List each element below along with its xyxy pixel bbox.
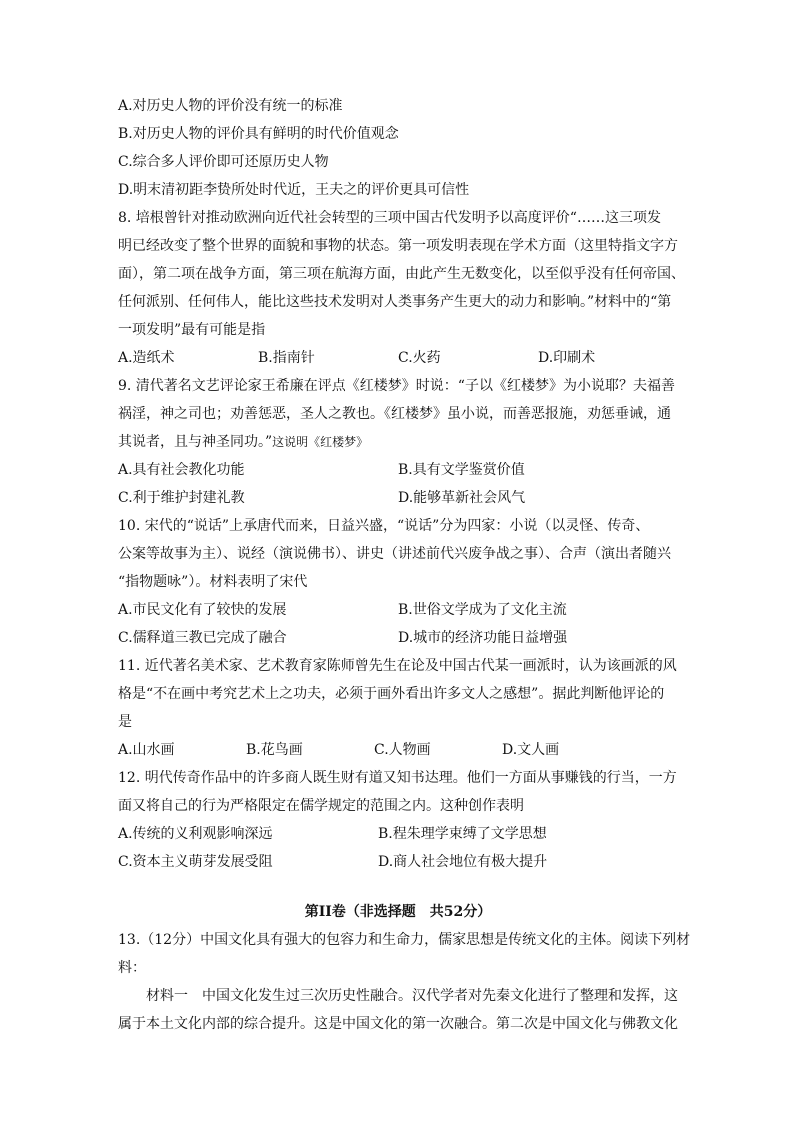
q9-last-line-small: 这说明《红楼梦》 <box>272 435 369 449</box>
q9-option-d: D.能够革新社会风气 <box>398 490 526 506</box>
q9-option-b: B.具有文学鉴赏价值 <box>398 462 525 478</box>
q8-option-c: C.火药 <box>398 350 441 366</box>
q10-text-line: “指物题咏”）。材料表明了宋代 <box>118 574 308 590</box>
q8-option-b: B.指南针 <box>258 350 315 366</box>
q10-options-row-1 <box>118 596 678 624</box>
q13-material-line: 属于本土文化内部的综合提升。这是中国文化的第一次融合。第二次是中国文化与佛教文化 <box>118 1016 678 1032</box>
q9-option-a: A.具有社会教化功能 <box>118 462 245 478</box>
q9-options-row-1 <box>118 456 678 484</box>
q8-text-line: 任何派别、任何伟人，能比这些技术发明对人类事务产生更大的动力和影响。”材料中的“第 <box>118 294 672 310</box>
q13-text-line: 料： <box>118 960 146 976</box>
q12-text-line: 面又将自己的行为严格限定在儒学规定的范围之内。这种创作表明 <box>118 798 524 814</box>
q8-options <box>118 344 678 372</box>
q13-material-line: 材料一 中国文化发生过三次历史性融合。汉代学者对先秦文化进行了整理和发挥，这 <box>146 988 678 1004</box>
q7-option-c: C.综合多人评价即可还原历史人物 <box>118 154 329 170</box>
q8-option-d: D.印刷术 <box>538 350 596 366</box>
q11-options <box>118 736 678 764</box>
q10-option-c: C.儒释道三教已完成了融合 <box>118 630 287 646</box>
q12-option-b: B.程朱理学束缚了文学思想 <box>378 826 547 842</box>
q12-option-d: D.商人社会地位有极大提升 <box>378 854 548 870</box>
q11-option-b: B.花鸟画 <box>246 742 303 758</box>
q8-text-line: 明已经改变了整个世界的面貌和事物的状态。第一项发明表现在学术方面（这里特指文字方 <box>118 238 678 254</box>
q9-option-c: C.利于维护封建礼教 <box>118 490 245 506</box>
q8-text-line: 一项发明”最有可能是指 <box>118 322 266 338</box>
document-page <box>118 92 691 1038</box>
q11-text-line: 11. 近代著名美术家、艺术教育家陈师曾先生在论及中国古代某一画派时，认为该画派的风 <box>118 658 677 674</box>
q11-option-c: C.人物画 <box>374 742 431 758</box>
q10-options-row-2 <box>118 624 678 652</box>
q8-text-line: 面），第二项在战争方面，第三项在航海方面，由此产生无数变化，以至似乎没有任何帝国、 <box>118 266 685 282</box>
q10-option-b: B.世俗文学成为了文化主流 <box>398 602 567 618</box>
q13-text-line: 13.（12分）中国文化具有强大的包容力和生命力，儒家思想是传统文化的主体。阅读下列材 <box>118 932 691 948</box>
section-title: 第II卷（非选择题 共52分） <box>304 904 492 920</box>
q9-last-line: 其说者，且与神圣同功。” <box>118 434 273 450</box>
q9-options-row-2 <box>118 484 678 512</box>
q7-option-d: D.明末清初距李贽所处时代近，王夫之的评价更具可信性 <box>118 182 470 198</box>
q9-text-line: 9. 清代著名文艺评论家王希廉在评点《红楼梦》时说：“子以《红楼梦》为小说耶？夫福善 <box>118 378 675 394</box>
q8-text-line: 8. 培根曾针对推动欧洲向近代社会转型的三项中国古代发明予以高度评价“……这三项发 <box>118 210 661 226</box>
q12-option-c: C.资本主义萌芽发展受阻 <box>118 854 273 870</box>
q10-option-d: D.城市的经济功能日益增强 <box>398 630 568 646</box>
q11-text-line: 是 <box>118 714 132 730</box>
q11-option-d: D.文人画 <box>502 742 560 758</box>
q7-option-a: A.对历史人物的评价没有统一的标准 <box>118 98 343 114</box>
q11-text-line: 格是“不在画中考究艺术上之功夫，必须于画外看出许多文人之感想”。据此判断他评论的 <box>118 686 665 702</box>
q9-text-line: 祸淫，神之司也；劝善惩恶，圣人之教也。《红楼梦》虽小说，而善恶报施，劝惩垂诫，通 <box>118 406 671 422</box>
q8-option-a: A.造纸术 <box>118 350 175 366</box>
q11-option-a: A.山水画 <box>118 742 175 758</box>
q7-option-b: B.对历史人物的评价具有鲜明的时代价值观念 <box>118 126 399 142</box>
q12-text-line: 12. 明代传奇作品中的许多商人既生财有道又知书达理。他们一方面从事赚钱的行当，一方 <box>118 770 677 786</box>
q12-option-a: A.传统的义利观影响深远 <box>118 826 273 842</box>
q12-options-row-2 <box>118 848 678 876</box>
q10-text-line: 10. 宋代的“说话”上承唐代而来，日益兴盛，“说话”分为四家：小说（以灵怪、传奇、 <box>118 518 650 534</box>
q10-text-line: 公案等故事为主）、说经（演说佛书）、讲史（讲述前代兴废争战之事）、合声（演出者随兴 <box>118 546 671 562</box>
q9-text-line <box>118 428 678 456</box>
q10-option-a: A.市民文化有了较快的发展 <box>118 602 287 618</box>
q12-options-row-1 <box>118 820 678 848</box>
